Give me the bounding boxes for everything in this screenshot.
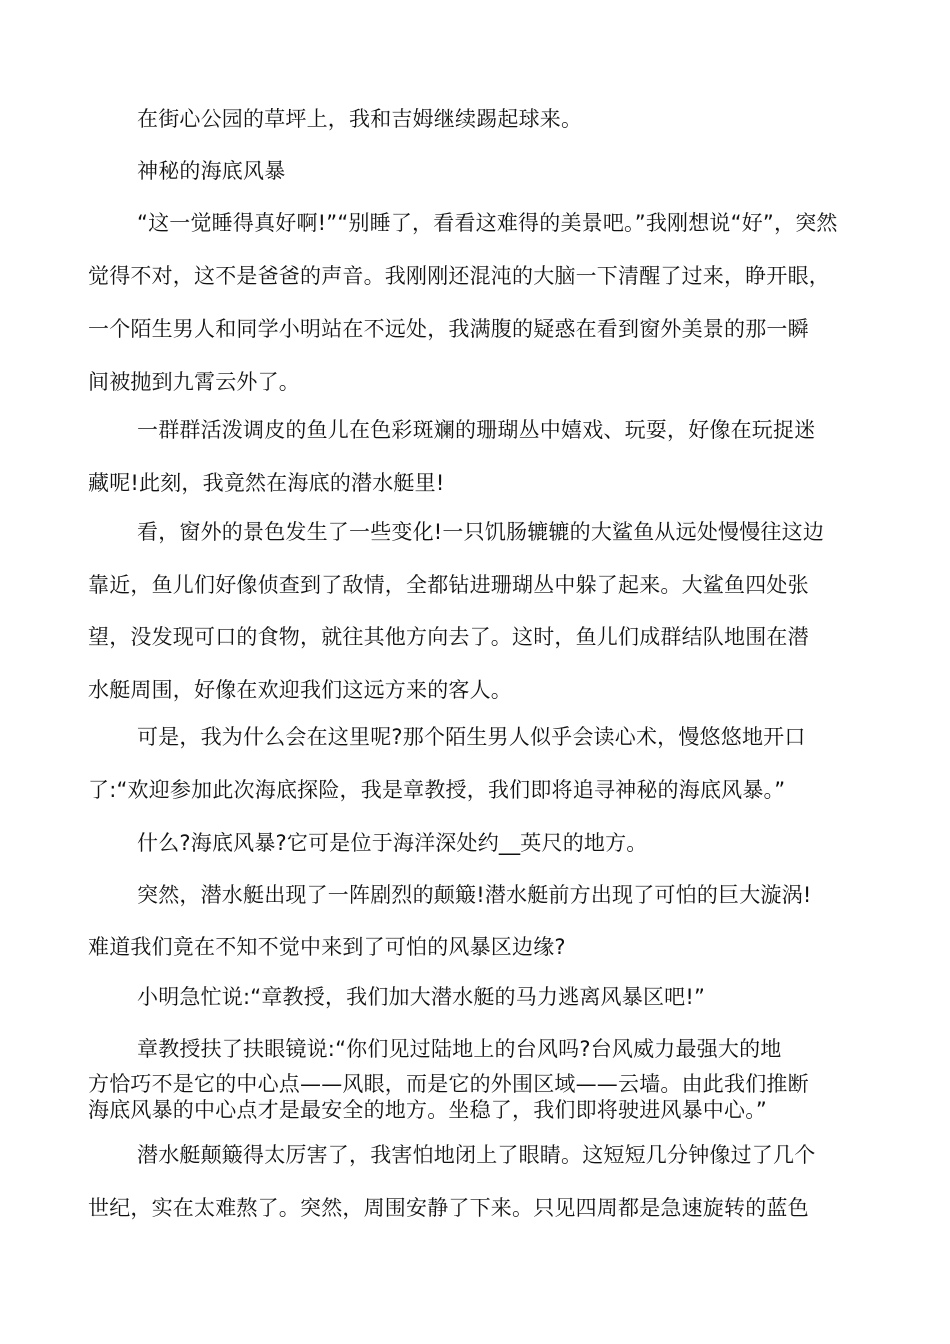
section-title: 神秘的海底风暴: [137, 159, 286, 183]
text-line: 小明急忙说:“章教授，我们加大潜水艇的马力逃离风暴区吧!”: [137, 985, 706, 1009]
text-line: 觉得不对，这不是爸爸的声音。我刚刚还混沌的大脑一下清醒了过来，睁开眼，: [88, 264, 830, 288]
text-line: 靠近，鱼儿们好像侦查到了敌情，全都钻进珊瑚丛中躲了起来。大鲨鱼四处张: [88, 573, 809, 597]
text-line: 了:“欢迎参加此次海底探险，我是章教授，我们即将追寻神秘的海底风暴。”: [88, 778, 786, 802]
text-line: 海底风暴的中心点才是最安全的地方。坐稳了，我们即将驶进风暴中心。”: [88, 1098, 767, 1122]
text-line: 一个陌生男人和同学小明站在不远处，我满腹的疑惑在看到窗外美景的那一瞬: [88, 317, 809, 341]
text-line: “这一觉睡得真好啊!”“别睡了，看看这难得的美景吧。”我刚想说“好”，突然: [137, 211, 838, 235]
text-line: 章教授扶了扶眼镜说:“你们见过陆地上的台风吗?台风威力最强大的地: [137, 1037, 782, 1061]
text-line: 一群群活泼调皮的鱼儿在色彩斑斓的珊瑚丛中嬉戏、玩耍，好像在玩捉迷: [137, 418, 816, 442]
text-line: 难道我们竟在不知不觉中来到了可怕的风暴区边缘?: [88, 935, 566, 959]
text-line: 突然，潜水艇出现了一阵剧烈的颠簸!潜水艇前方出现了可怕的巨大漩涡!: [137, 883, 812, 907]
text-line: 方恰巧不是它的中心点——风眼，而是它的外围区域——云墙。由此我们推断: [88, 1072, 809, 1096]
text-line: 水艇周围，好像在欢迎我们这远方来的客人。: [88, 678, 512, 702]
text-line: 可是，我为什么会在这里呢?那个陌生男人似乎会读心术，慢悠悠地开口: [137, 725, 806, 749]
text-line: 潜水艇颠簸得太厉害了，我害怕地闭上了眼睛。这短短几分钟像过了几个: [137, 1143, 816, 1167]
text-line: 看，窗外的景色发生了一些变化!一只饥肠辘辘的大鲨鱼从远处慢慢往这边: [137, 520, 825, 544]
text-line: 什么?海底风暴?它可是位于海洋深处约__英尺的地方。: [137, 831, 648, 855]
text-line: 在街心公园的草坪上，我和吉姆继续踢起球来。: [137, 107, 583, 131]
text-line: 间被抛到九霄云外了。: [88, 370, 300, 394]
text-line: 望，没发现可口的食物，就往其他方向去了。这时，鱼儿们成群结队地围在潜: [88, 625, 809, 649]
text-line: 藏呢!此刻，我竟然在海底的潜水艇里!: [88, 471, 445, 495]
text-line: 世纪，实在太难熬了。突然，周围安静了下来。只见四周都是急速旋转的蓝色: [88, 1196, 809, 1220]
